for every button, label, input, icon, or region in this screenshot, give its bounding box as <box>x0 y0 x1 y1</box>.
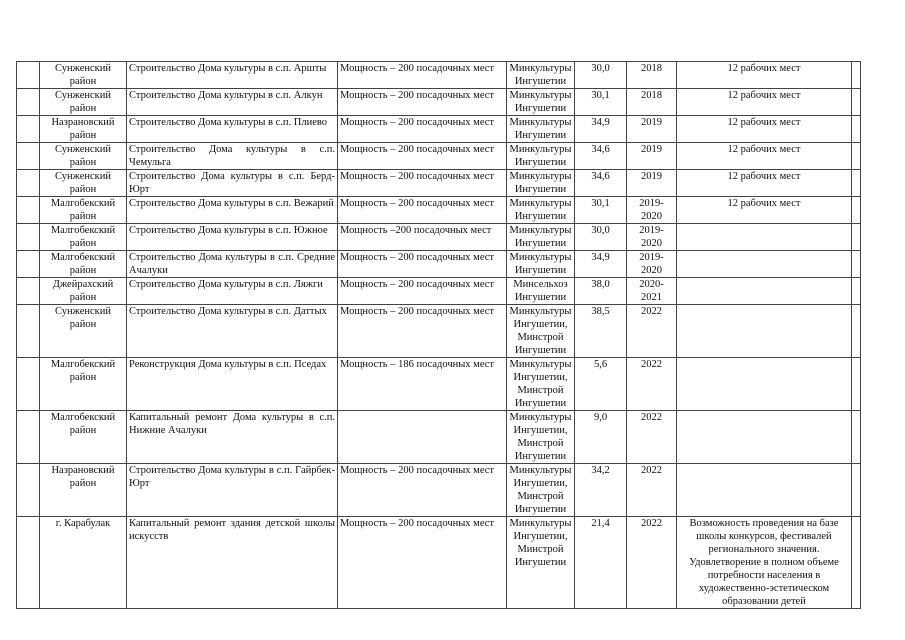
row-number-cell <box>17 224 40 251</box>
district-cell: Назрановский район <box>40 464 127 517</box>
effect-cell: 12 рабочих мест <box>677 89 852 116</box>
capacity-cell: Мощность – 200 посадочных мест <box>338 143 507 170</box>
table-edge-cell <box>852 358 861 411</box>
table-edge-cell <box>852 143 861 170</box>
table-row <box>17 170 861 197</box>
effect-cell <box>677 411 852 464</box>
capacity-cell: Мощность – 200 посадочных мест <box>338 278 507 305</box>
year-cell: 2019-2020 <box>627 251 677 278</box>
table-edge-cell <box>852 170 861 197</box>
table-row <box>17 197 861 224</box>
capacity-cell: Мощность – 186 посадочных мест <box>338 358 507 411</box>
table-edge-cell <box>852 251 861 278</box>
ministry-cell: Минкультуры Ингушетии <box>507 251 575 278</box>
capacity-cell: Мощность – 200 посадочных мест <box>338 197 507 224</box>
table-edge-cell <box>852 411 861 464</box>
year-cell: 2022 <box>627 305 677 358</box>
effect-cell: 12 рабочих мест <box>677 116 852 143</box>
capacity-cell: Мощность – 200 посадочных мест <box>338 116 507 143</box>
row-number-cell <box>17 62 40 89</box>
district-cell: Сунженский район <box>40 89 127 116</box>
district-cell: Малгобекский район <box>40 251 127 278</box>
row-number-cell <box>17 170 40 197</box>
project-cell: Строительство Дома культуры в с.п. Чемульга <box>127 143 338 170</box>
effect-cell <box>677 305 852 358</box>
capacity-cell: Мощность – 200 посадочных мест <box>338 517 507 609</box>
table-row <box>17 464 861 517</box>
ministry-cell: Минкультуры Ингушетии, Минстрой Ингушетии <box>507 305 575 358</box>
district-cell: Сунженский район <box>40 305 127 358</box>
table-row <box>17 89 861 116</box>
table-row <box>17 224 861 251</box>
project-cell: Строительство Дома культуры в с.п. Средние Ачалуки <box>127 251 338 278</box>
year-cell: 2019 <box>627 116 677 143</box>
project-cell: Строительство Дома культуры в с.п. Плиево <box>127 116 338 143</box>
project-cell: Строительство Дома культуры в с.п. Берд-Юрт <box>127 170 338 197</box>
row-number-cell <box>17 464 40 517</box>
year-cell: 2022 <box>627 358 677 411</box>
table-row <box>17 358 861 411</box>
year-cell: 2019-2020 <box>627 224 677 251</box>
year-cell: 2020-2021 <box>627 278 677 305</box>
ministry-cell: Минкультуры Ингушетии <box>507 197 575 224</box>
effect-cell <box>677 251 852 278</box>
row-number-cell <box>17 197 40 224</box>
ministry-cell: Минкультуры Ингушетии <box>507 224 575 251</box>
row-number-cell <box>17 251 40 278</box>
district-cell: г. Карабулак <box>40 517 127 609</box>
cost-cell: 34,9 <box>575 251 627 278</box>
capacity-cell: Мощность – 200 посадочных мест <box>338 305 507 358</box>
table-edge-cell <box>852 62 861 89</box>
row-number-cell <box>17 278 40 305</box>
project-cell: Строительство Дома культуры в с.п. Алкун <box>127 89 338 116</box>
capacity-cell <box>338 411 507 464</box>
table-row <box>17 411 861 464</box>
project-cell: Строительство Дома культуры в с.п. Вежарий <box>127 197 338 224</box>
effect-cell <box>677 224 852 251</box>
project-cell: Строительство Дома культуры в с.п. Южное <box>127 224 338 251</box>
cost-cell: 5,6 <box>575 358 627 411</box>
district-cell: Малгобекский район <box>40 224 127 251</box>
table-row <box>17 251 861 278</box>
cost-cell: 9,0 <box>575 411 627 464</box>
district-cell: Сунженский район <box>40 170 127 197</box>
ministry-cell: Минкультуры Ингушетии <box>507 143 575 170</box>
year-cell: 2022 <box>627 517 677 609</box>
effect-cell <box>677 358 852 411</box>
capacity-cell: Мощность – 200 посадочных мест <box>338 170 507 197</box>
ministry-cell: Минкультуры Ингушетии <box>507 170 575 197</box>
effect-cell: 12 рабочих мест <box>677 143 852 170</box>
cost-cell: 21,4 <box>575 517 627 609</box>
project-cell: Капитальный ремонт Дома культуры в с.п. Нижние Ачалуки <box>127 411 338 464</box>
row-number-cell <box>17 116 40 143</box>
capacity-cell: Мощность – 200 посадочных мест <box>338 89 507 116</box>
effect-cell: 12 рабочих мест <box>677 62 852 89</box>
cost-cell: 38,0 <box>575 278 627 305</box>
ministry-cell: Минкультуры Ингушетии, Минстрой Ингушетии <box>507 464 575 517</box>
cost-cell: 34,2 <box>575 464 627 517</box>
table-row <box>17 517 861 609</box>
table-row <box>17 143 861 170</box>
cost-cell: 30,1 <box>575 89 627 116</box>
project-cell: Строительство Дома культуры в с.п. Даттых <box>127 305 338 358</box>
effect-cell: 12 рабочих мест <box>677 170 852 197</box>
table-edge-cell <box>852 197 861 224</box>
capacity-cell: Мощность – 200 посадочных мест <box>338 251 507 278</box>
district-cell: Сунженский район <box>40 62 127 89</box>
cost-cell: 34,9 <box>575 116 627 143</box>
ministry-cell: Минкультуры Ингушетии, Минстрой Ингушетии <box>507 517 575 609</box>
projects-table-body <box>17 62 861 609</box>
table-edge-cell <box>852 517 861 609</box>
table-edge-cell <box>852 278 861 305</box>
ministry-cell: Минсельхоз Ингушетии <box>507 278 575 305</box>
table-row <box>17 62 861 89</box>
table-edge-cell <box>852 89 861 116</box>
row-number-cell <box>17 143 40 170</box>
table-edge-cell <box>852 305 861 358</box>
ministry-cell: Минкультуры Ингушетии <box>507 116 575 143</box>
effect-cell: Возможность проведения на базе школы конкурсов, фестивалей регионального значения. Удовлетворение в полном объеме потребности населения в художественно-эстетическом образовании детей <box>677 517 852 609</box>
cost-cell: 30,0 <box>575 224 627 251</box>
year-cell: 2019-2020 <box>627 197 677 224</box>
year-cell: 2022 <box>627 464 677 517</box>
row-number-cell <box>17 517 40 609</box>
ministry-cell: Минкультуры Ингушетии <box>507 89 575 116</box>
table-row <box>17 305 861 358</box>
projects-table <box>16 61 861 609</box>
effect-cell <box>677 278 852 305</box>
project-cell: Строительство Дома культуры в с.п. Гайрбек-Юрт <box>127 464 338 517</box>
effect-cell: 12 рабочих мест <box>677 197 852 224</box>
district-cell: Джейрахский район <box>40 278 127 305</box>
project-cell: Реконструкция Дома культуры в с.п. Пседах <box>127 358 338 411</box>
row-number-cell <box>17 411 40 464</box>
cost-cell: 30,1 <box>575 197 627 224</box>
table-row <box>17 116 861 143</box>
project-cell: Строительство Дома культуры в с.п. Аршты <box>127 62 338 89</box>
ministry-cell: Минкультуры Ингушетии <box>507 62 575 89</box>
cost-cell: 34,6 <box>575 170 627 197</box>
project-cell: Строительство Дома культуры в с.п. Ляжги <box>127 278 338 305</box>
year-cell: 2019 <box>627 170 677 197</box>
table-edge-cell <box>852 224 861 251</box>
district-cell: Малгобекский район <box>40 358 127 411</box>
cost-cell: 34,6 <box>575 143 627 170</box>
table-edge-cell <box>852 116 861 143</box>
capacity-cell: Мощность – 200 посадочных мест <box>338 62 507 89</box>
row-number-cell <box>17 305 40 358</box>
table-row <box>17 278 861 305</box>
effect-cell <box>677 464 852 517</box>
capacity-cell: Мощность – 200 посадочных мест <box>338 464 507 517</box>
year-cell: 2018 <box>627 89 677 116</box>
ministry-cell: Минкультуры Ингушетии, Минстрой Ингушетии <box>507 358 575 411</box>
project-cell: Капитальный ремонт здания детской школы искусств <box>127 517 338 609</box>
row-number-cell <box>17 358 40 411</box>
table-edge-cell <box>852 464 861 517</box>
year-cell: 2018 <box>627 62 677 89</box>
district-cell: Сунженский район <box>40 143 127 170</box>
capacity-cell: Мощность –200 посадочных мест <box>338 224 507 251</box>
district-cell: Малгобекский район <box>40 197 127 224</box>
district-cell: Назрановский район <box>40 116 127 143</box>
year-cell: 2022 <box>627 411 677 464</box>
cost-cell: 30,0 <box>575 62 627 89</box>
ministry-cell: Минкультуры Ингушетии, Минстрой Ингушетии <box>507 411 575 464</box>
district-cell: Малгобекский район <box>40 411 127 464</box>
row-number-cell <box>17 89 40 116</box>
year-cell: 2019 <box>627 143 677 170</box>
cost-cell: 38,5 <box>575 305 627 358</box>
